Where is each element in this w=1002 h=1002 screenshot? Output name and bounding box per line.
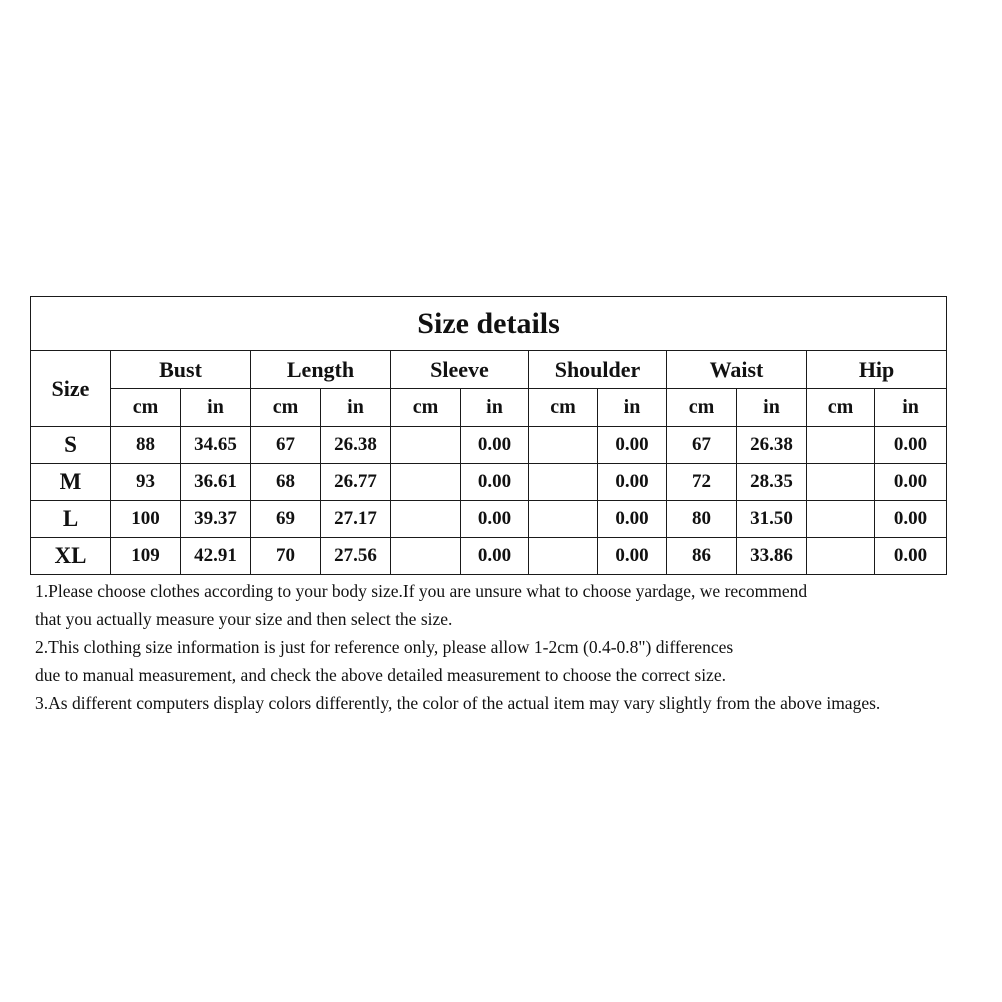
table-cell: 26.77 (321, 464, 391, 501)
table-cell: 0.00 (598, 501, 667, 538)
table-cell: 27.17 (321, 501, 391, 538)
unit-header: in (321, 389, 391, 427)
table-row (31, 538, 947, 575)
table-cell: 72 (667, 464, 737, 501)
table-cell: 70 (251, 538, 321, 575)
note-line: 2.This clothing size information is just for reference only, please allow 1-2cm (0.4-0.8") differences (35, 637, 734, 657)
table-cell: 0.00 (598, 538, 667, 575)
group-header-row (31, 351, 947, 389)
table-cell: 0.00 (461, 538, 529, 575)
table-cell: 0.00 (875, 427, 947, 464)
note-line: 3.As different computers display colors differently, the color of the actual item may vary slightly from the above images. (35, 693, 881, 713)
table-cell: 93 (111, 464, 181, 501)
note-line: due to manual measurement, and check the above detailed measurement to choose the correct size. (35, 665, 726, 685)
group-header-length: Length (251, 351, 391, 389)
table-cell (807, 464, 875, 501)
unit-header-row (31, 389, 947, 427)
table-cell (391, 427, 461, 464)
table-cell: 67 (667, 427, 737, 464)
table-cell (529, 501, 598, 538)
table-cell: 0.00 (875, 464, 947, 501)
table-row (31, 427, 947, 464)
table-cell: 36.61 (181, 464, 251, 501)
table-title: Size details (31, 297, 947, 351)
note-line: 1.Please choose clothes according to your body size.If you are unsure what to choose yardage, we recommend (35, 581, 808, 601)
group-header-waist: Waist (667, 351, 807, 389)
unit-header: in (598, 389, 667, 427)
table-cell: 0.00 (875, 538, 947, 575)
table-cell: 0.00 (461, 427, 529, 464)
table-cell (529, 464, 598, 501)
table-cell: 88 (111, 427, 181, 464)
table-cell: 34.65 (181, 427, 251, 464)
unit-header: cm (251, 389, 321, 427)
table-row (31, 501, 947, 538)
table-cell (529, 538, 598, 575)
size-table (30, 296, 947, 575)
size-label: L (31, 501, 111, 538)
note-line: that you actually measure your size and then select the size. (35, 609, 453, 629)
table-cell: 42.91 (181, 538, 251, 575)
table-cell (391, 501, 461, 538)
size-label: M (31, 464, 111, 501)
size-label: S (31, 427, 111, 464)
unit-header: cm (391, 389, 461, 427)
table-cell: 67 (251, 427, 321, 464)
table-cell: 27.56 (321, 538, 391, 575)
group-header-bust: Bust (111, 351, 251, 389)
group-header-sleeve: Sleeve (391, 351, 529, 389)
table-cell (391, 464, 461, 501)
table-cell: 0.00 (461, 464, 529, 501)
unit-header: in (461, 389, 529, 427)
group-header-hip: Hip (807, 351, 947, 389)
table-cell (391, 538, 461, 575)
table-row (31, 464, 947, 501)
table-cell: 100 (111, 501, 181, 538)
size-label: XL (31, 538, 111, 575)
table-cell: 0.00 (875, 501, 947, 538)
table-cell: 39.37 (181, 501, 251, 538)
unit-header: in (875, 389, 947, 427)
size-notes (35, 577, 997, 717)
table-cell: 68 (251, 464, 321, 501)
table-cell: 109 (111, 538, 181, 575)
table-cell: 0.00 (598, 464, 667, 501)
title-row (31, 297, 947, 351)
table-cell (807, 538, 875, 575)
table-cell: 86 (667, 538, 737, 575)
table-cell (807, 501, 875, 538)
table-cell: 33.86 (737, 538, 807, 575)
table-cell: 0.00 (598, 427, 667, 464)
unit-header: in (737, 389, 807, 427)
table-cell: 26.38 (737, 427, 807, 464)
unit-header: cm (529, 389, 598, 427)
unit-header: cm (667, 389, 737, 427)
size-column-header: Size (31, 351, 111, 427)
unit-header: cm (807, 389, 875, 427)
table-cell: 31.50 (737, 501, 807, 538)
group-header-shoulder: Shoulder (529, 351, 667, 389)
table-cell: 69 (251, 501, 321, 538)
table-cell: 28.35 (737, 464, 807, 501)
table-cell (529, 427, 598, 464)
table-cell: 80 (667, 501, 737, 538)
table-cell: 26.38 (321, 427, 391, 464)
table-cell: 0.00 (461, 501, 529, 538)
unit-header: in (181, 389, 251, 427)
table-cell (807, 427, 875, 464)
size-chart (30, 296, 946, 575)
unit-header: cm (111, 389, 181, 427)
